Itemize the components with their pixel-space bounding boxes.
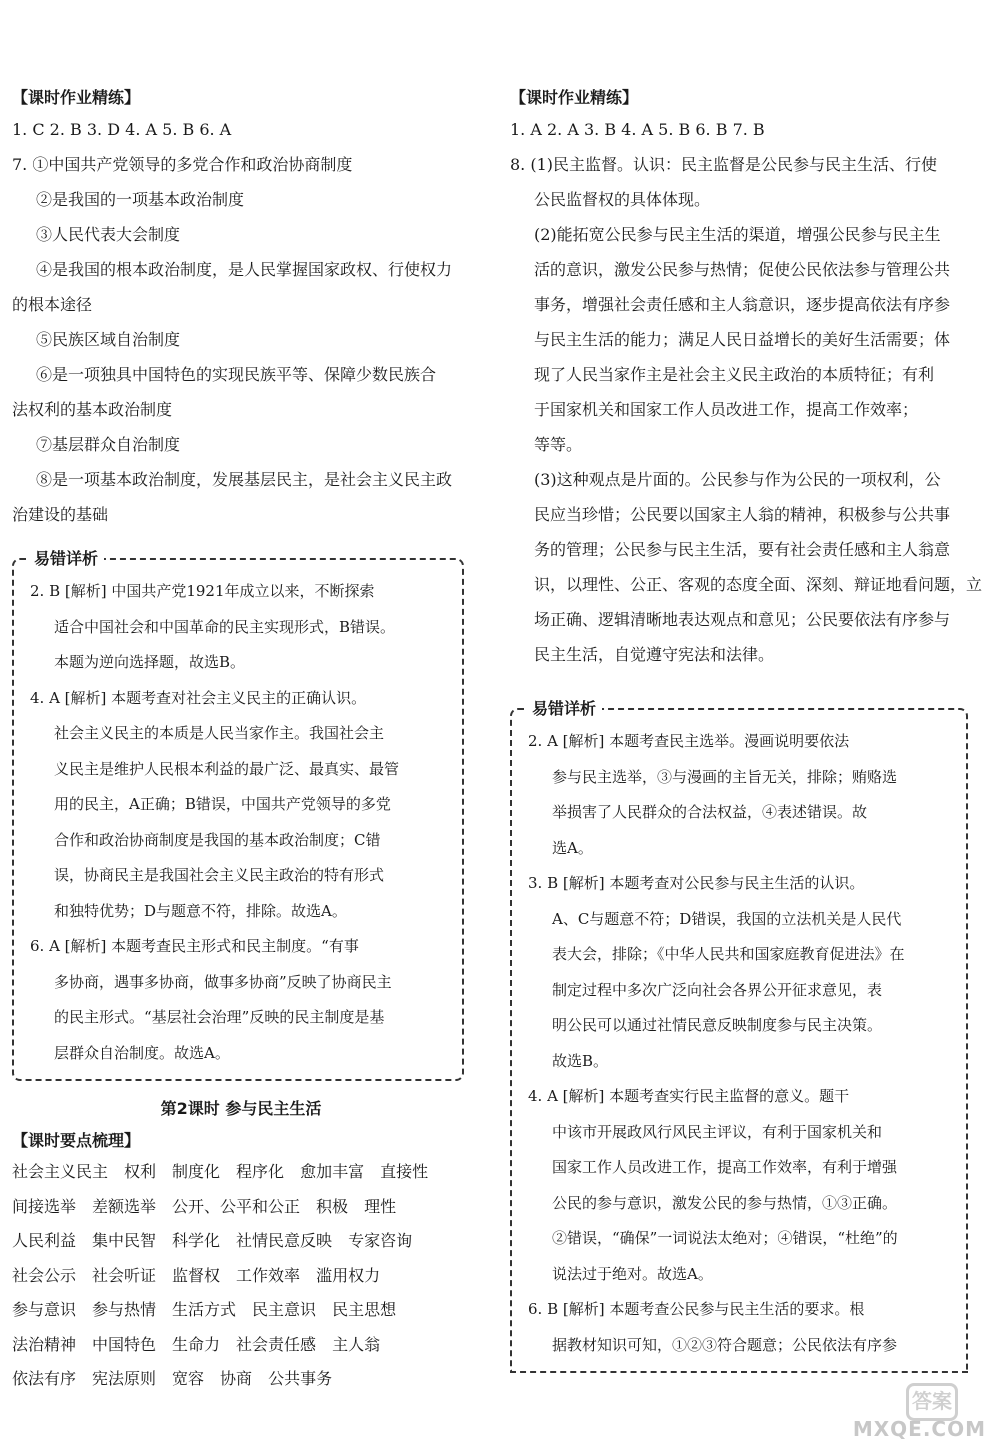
term: 社会公示 (12, 1265, 77, 1285)
right-line: 活的意识，激发公民参与热情；促使公民依法参与管理公共 (534, 260, 951, 279)
error-line: 举损害了人民群众的合法权益，④表述错误。故 (552, 803, 868, 821)
key-terms-list (12, 1155, 470, 1397)
term: 民主思想 (332, 1300, 397, 1319)
term: 社情民意反映 (236, 1231, 333, 1250)
term: 集中民智 (92, 1231, 157, 1250)
term: 公共事务 (268, 1369, 333, 1388)
terms-row (12, 1155, 470, 1190)
left-line: 的根本途径 (12, 295, 93, 314)
term: 权利 (124, 1162, 157, 1181)
term: 程序化 (236, 1162, 285, 1181)
error-line: 层群众自治制度。故选A。 (54, 1043, 230, 1062)
error-line: 合作和政治协商制度是我国的基本政治制度；C错 (54, 830, 381, 849)
error-line: 说法过于绝对。故选A。 (552, 1264, 713, 1283)
error-line: 参与民主选举，③与漫画的主旨无关，排除；贿赂选 (552, 767, 898, 786)
left-line: ②是我国的一项基本政治制度 (36, 190, 245, 209)
term: 社会听证 (92, 1265, 157, 1285)
terms-row (12, 1259, 470, 1294)
error-line: 6. B [解析] 本题考查公民参与民主生活的要求。根 (528, 1300, 865, 1318)
term: 法治精神 (12, 1334, 77, 1354)
left-line: ⑥是一项独具中国特色的实现民族平等、保障少数民族合 (36, 365, 437, 384)
term: 理性 (364, 1196, 397, 1216)
error-line: 适合中国社会和中国革命的民主实现形式，B错误。 (54, 617, 396, 636)
term: 民主意识 (252, 1300, 317, 1319)
right-line: 事务，增强社会责任感和主人翁意识，逐步提高依法有序参 (534, 295, 951, 314)
error-line: 4. A [解析] 本题考查实行民主监督的意义。题干 (528, 1087, 850, 1105)
left-column (12, 84, 470, 1397)
term: 宽容 (172, 1369, 205, 1388)
right-line: 民主生活，自觉遵守宪法和法律。 (534, 645, 775, 664)
term: 参与热情 (92, 1300, 157, 1319)
error-line: 和独特优势；D与题意不符，排除。故选A。 (54, 901, 347, 920)
right-practice-heading: 【课时作业精练】 (510, 88, 639, 107)
term: 协商 (220, 1369, 253, 1388)
error-line: 表大会，排除；《中华人民共和国家庭教育促进法》在 (552, 945, 905, 963)
error-line: 3. B [解析] 本题考查对公民参与民主生活的认识。 (528, 874, 865, 892)
error-line: 2. A [解析] 本题考查民主选举。漫画说明要依法 (528, 732, 850, 750)
left-line: 治建设的基础 (12, 505, 109, 524)
error-line: 误，协商民主是我国社会主义民主政治的特有形式 (54, 866, 385, 884)
right-line: 与民主生活的能力；满足人民日益增长的美好生活需要；体 (534, 330, 951, 349)
error-line: 2. B [解析] 中国共产党1921年成立以来，不断探索 (30, 582, 375, 600)
terms-row (12, 1190, 470, 1225)
right-line: 1. A 2. A 3. B 4. A 5. B 6. B 7. B (510, 120, 765, 139)
left-line: ④是我国的根本政治制度，是人民掌握国家政权、行使权力 (36, 260, 453, 279)
term: 社会责任感 (236, 1334, 317, 1354)
error-line: 4. A [解析] 本题考查对社会主义民主的正确认识。 (30, 688, 367, 707)
left-line: 法权利的基本政治制度 (12, 400, 173, 419)
right-line: 识，以理性、公正、客观的态度全面、深刻、辩证地看问题，立 (534, 575, 983, 594)
term: 人民利益 (12, 1231, 77, 1250)
error-analysis-title: 易错详析 (28, 548, 104, 570)
error-line: 多协商，遇事多协商，做事多协商”反映了协商民主 (54, 972, 392, 991)
terms-row (12, 1224, 470, 1259)
term: 制度化 (172, 1162, 221, 1181)
left-line: ⑤民族区域自治制度 (36, 330, 181, 349)
lesson-title: 第2课时 参与民主生活 (160, 1099, 322, 1118)
term: 社会主义民主 (12, 1162, 109, 1181)
error-line: 故选B。 (552, 1051, 609, 1070)
terms-row (12, 1293, 470, 1328)
term: 生活方式 (172, 1300, 237, 1319)
term: 工作效率 (236, 1265, 301, 1285)
term: 间接选举 (12, 1196, 77, 1216)
term: 监督权 (172, 1265, 221, 1285)
error-line: 据教材知识可知，①②③符合题意；公民依法有序参 (552, 1335, 898, 1354)
error-line: A、C与题意不符；D错误，我国的立法机关是人民代 (552, 909, 902, 928)
term: 宪法原则 (92, 1369, 157, 1388)
term: 主人翁 (332, 1334, 381, 1354)
left-line: ⑧是一项基本政治制度，发展基层民主，是社会主义民主政 (36, 470, 453, 489)
terms-row (12, 1328, 470, 1363)
left-line: 7. ①中国共产党领导的多党合作和政治协商制度 (12, 155, 353, 174)
right-line: 场正确、逻辑清晰地表达观点和意见；公民要依法有序参与 (534, 610, 951, 629)
watermark-badge: 答案 (906, 1383, 958, 1421)
error-line: 选A。 (552, 838, 593, 857)
error-line: 社会主义民主的本质是人民当家作主。我国社会主 (54, 724, 385, 742)
error-line: 6. A [解析] 本题考查民主形式和民主制度。“有事 (30, 937, 359, 955)
right-line: (2)能拓宽公民参与民主生活的渠道，增强公民参与民主生 (534, 225, 941, 244)
right-line: 8. (1)民主监督。认识：民主监督是公民参与民主生活、行使 (510, 155, 938, 174)
right-column (510, 84, 983, 1373)
term: 中国特色 (92, 1334, 157, 1354)
term: 专家咨询 (348, 1231, 413, 1250)
terms-row (12, 1362, 470, 1397)
right-line: (3)这种观点是片面的。公民参与作为公民的一项权利，公 (534, 470, 941, 489)
watermark-text: MXQE.COM (852, 1417, 986, 1441)
left-error-analysis-box (12, 549, 464, 1081)
error-line: 中该市开展政风行风民主评议，有利于国家机关和 (552, 1122, 883, 1141)
term: 滥用权力 (316, 1265, 381, 1285)
term: 生命力 (172, 1334, 221, 1354)
error-analysis-title: 易错详析 (526, 698, 602, 720)
left-line: ③人民代表大会制度 (36, 225, 181, 244)
error-line: 国家工作人员改进工作，提高工作效率，有利于增强 (552, 1158, 898, 1176)
right-error-analysis-box (510, 699, 968, 1373)
error-line: 本题为逆向选择题，故选B。 (54, 653, 246, 671)
left-practice-heading: 【课时作业精练】 (12, 88, 141, 107)
error-line: 明公民可以通过社情民意反映制度参与民主决策。 (552, 1016, 883, 1034)
error-line: 制定过程中多次广泛向社会各界公开征求意见，表 (552, 980, 883, 999)
key-points-heading: 【课时要点梳理】 (12, 1131, 141, 1150)
term: 公开、公平和公正 (172, 1196, 301, 1216)
error-line: ②错误，“确保”一词说法太绝对；④错误，“杜绝”的 (552, 1229, 898, 1247)
left-line: 1. C 2. B 3. D 4. A 5. B 6. A (12, 120, 232, 139)
right-line: 于国家机关和国家工作人员改进工作，提高工作效率； (534, 400, 919, 419)
right-line: 公民监督权的具体体现。 (534, 190, 711, 209)
term: 直接性 (380, 1162, 429, 1181)
term: 差额选举 (92, 1196, 157, 1216)
error-line: 用的民主，A正确；B错误，中国共产党领导的多党 (54, 795, 391, 813)
error-line: 义民主是维护人民根本利益的最广泛、最真实、最管 (54, 759, 400, 778)
error-line: 的民主形式。“基层社会治理”反映的民主制度是基 (54, 1008, 385, 1026)
term: 积极 (316, 1196, 349, 1216)
right-line: 民应当珍惜；公民要以国家主人翁的精神，积极参与公共事 (534, 505, 951, 524)
term: 依法有序 (12, 1369, 77, 1388)
term: 愈加丰富 (300, 1162, 365, 1181)
term: 参与意识 (12, 1300, 77, 1319)
right-line: 等等。 (534, 435, 583, 454)
error-line: 公民的参与意识，激发公民的参与热情，①③正确。 (552, 1193, 898, 1212)
right-line: 务的管理；公民参与民主生活，要有社会责任感和主人翁意 (534, 540, 951, 559)
term: 科学化 (172, 1231, 221, 1250)
right-line: 现了人民当家作主是社会主义民主政治的本质特征；有利 (534, 365, 935, 384)
site-watermark (816, 1383, 986, 1441)
left-line: ⑦基层群众自治制度 (36, 435, 181, 454)
